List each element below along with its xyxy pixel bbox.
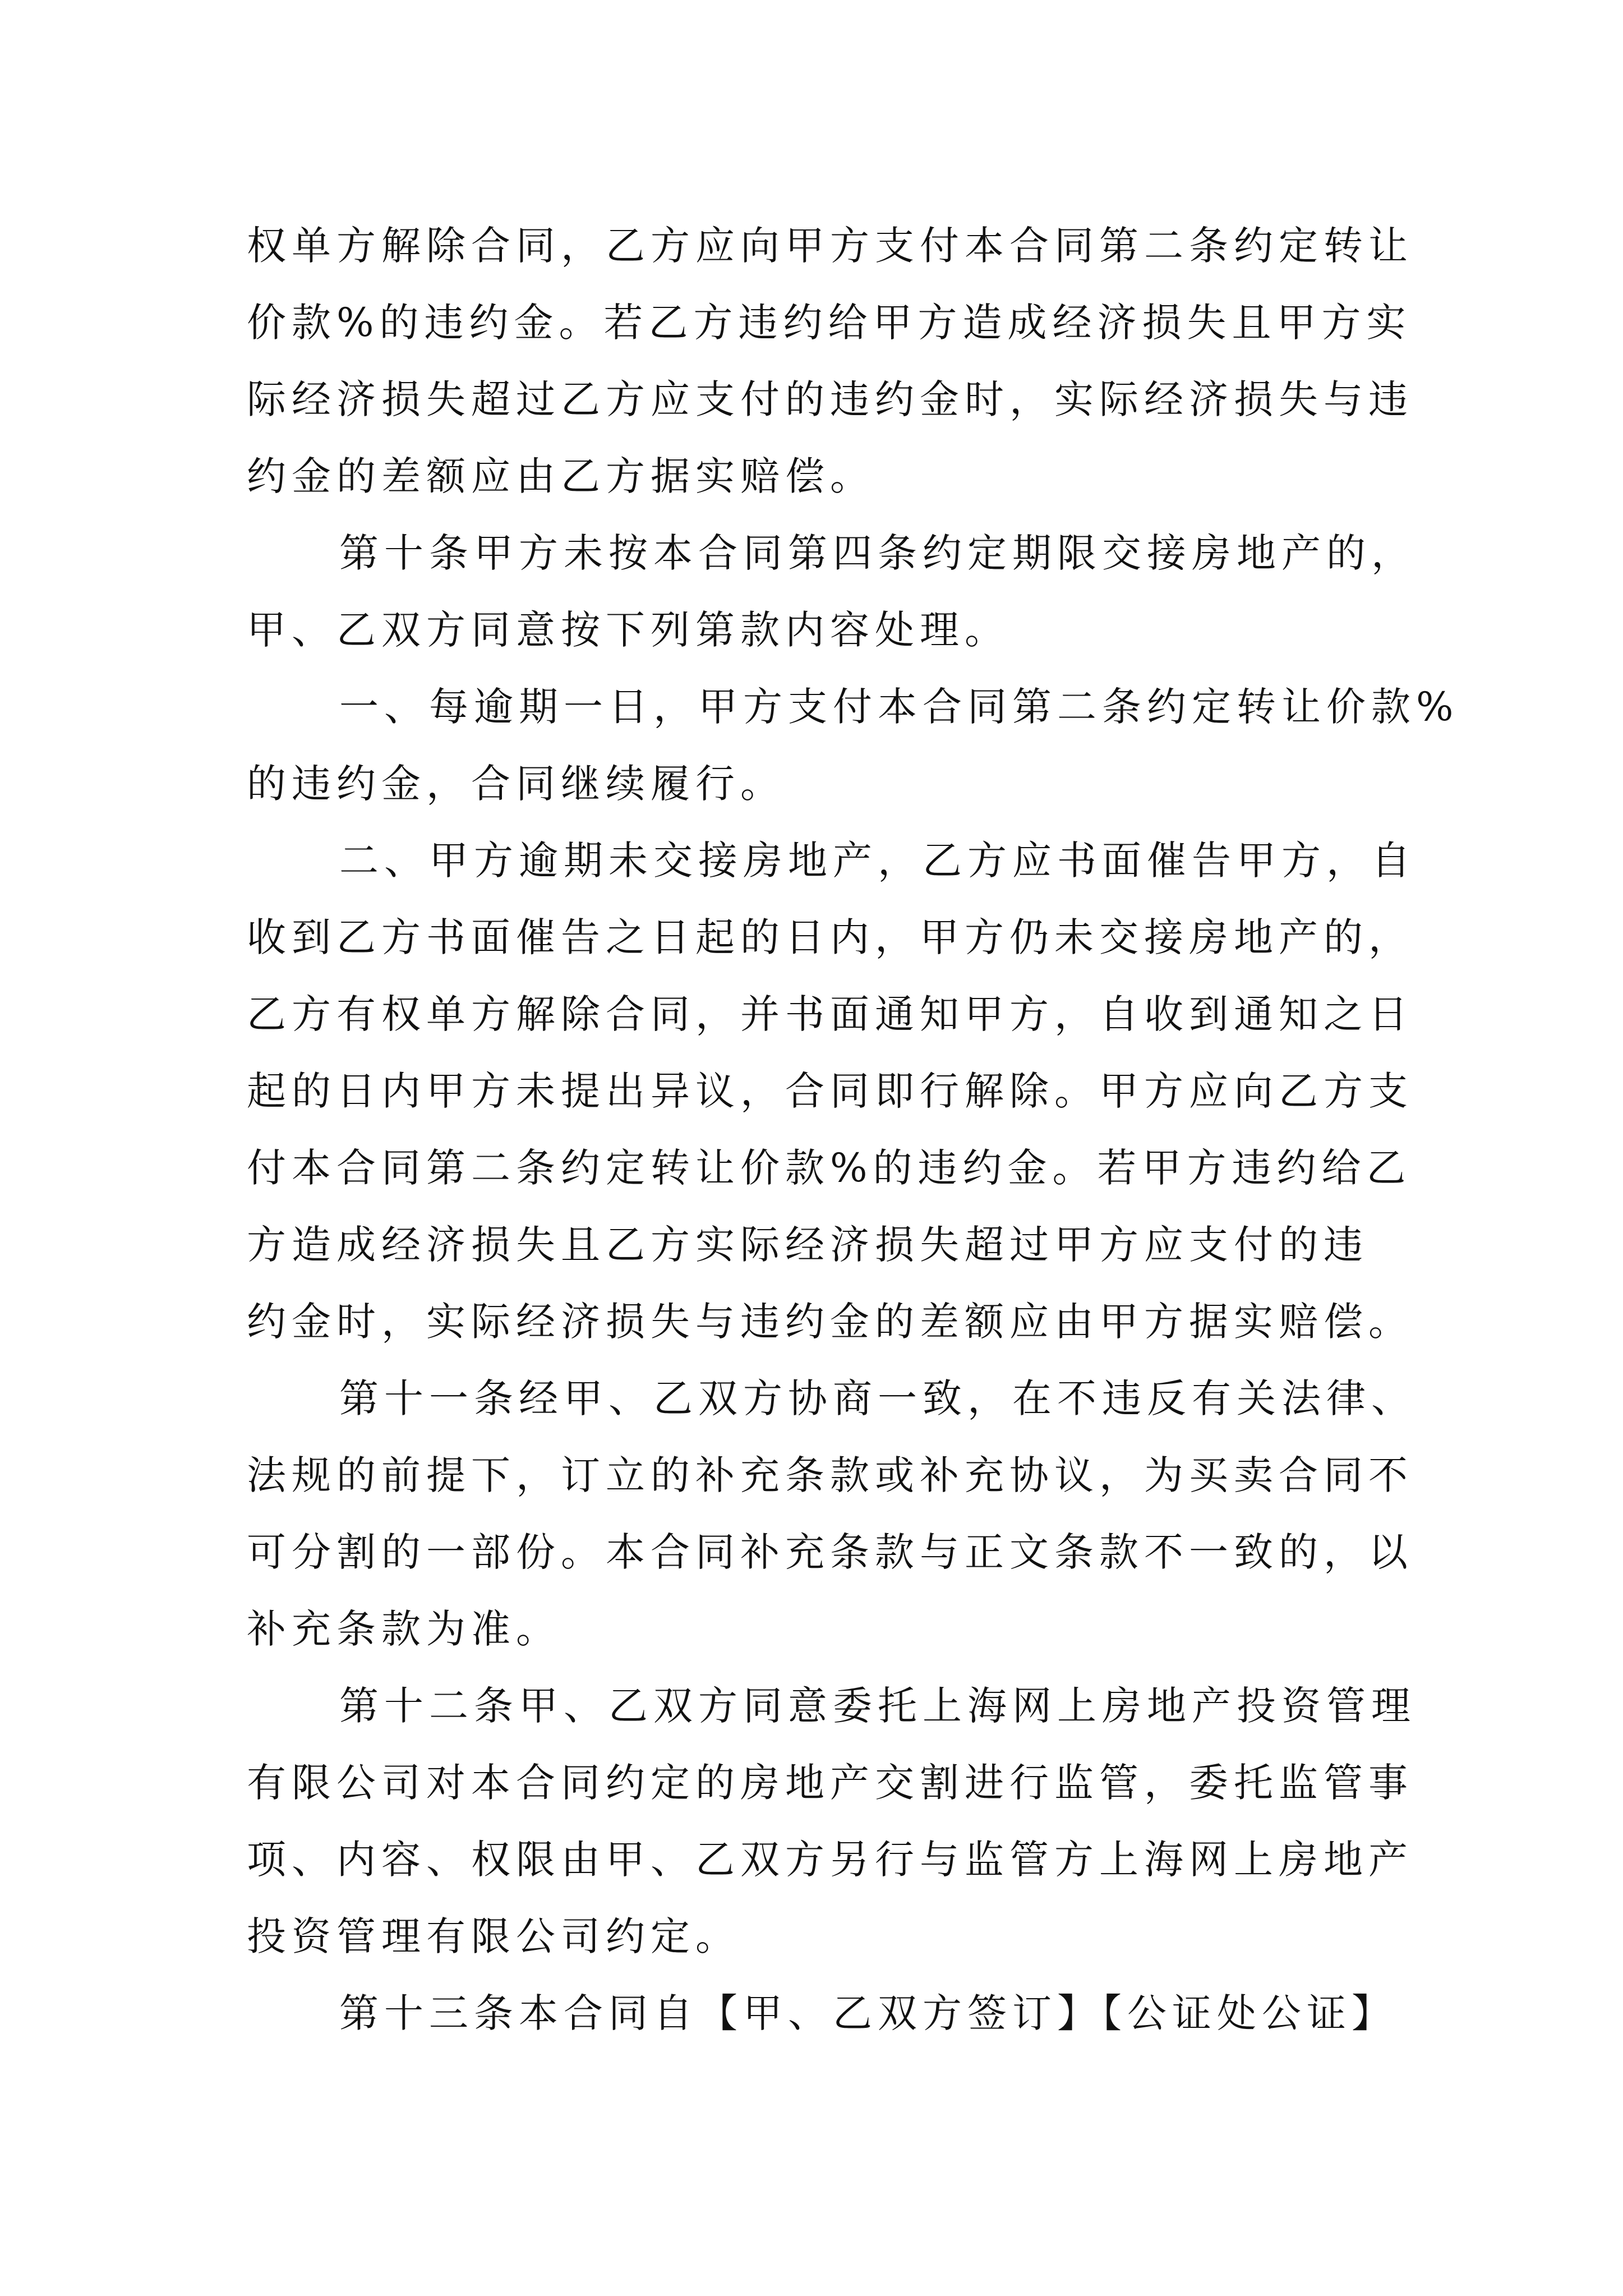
text-line: 起的日内甲方未提出异议，合同即行解除。甲方应向乙方支 [247,1068,1413,1114]
text-line: 法规的前提下，订立的补充条款或补充协议，为买卖合同不 [247,1452,1413,1498]
text-line: 有限公司对本合同约定的房地产交割进行监管，委托监管事 [247,1760,1413,1806]
paragraph-article-13 [247,1975,1396,2052]
text-line: 一、每逾期一日，甲方支付本合同第二条约定转让价款% [339,684,1459,730]
text-line: 第十条甲方未按本合同第四条约定期限交接房地产的， [339,530,1416,576]
text-line: 第十一条经甲、乙双方协商一致，在不违反有关法律、 [339,1375,1416,1421]
text-line: 投资管理有限公司约定。 [247,1913,740,1959]
text-line: 约金时，实际经济损失与违约金的差额应由甲方据实赔偿。 [247,1299,1413,1345]
paragraph-article-10-item-1 [247,669,1459,822]
text-line: 二、甲方逾期未交接房地产，乙方应书面催告甲方，自 [339,838,1416,884]
paragraph-article-11 [247,1360,1416,1668]
text-line: 付本合同第二条约定转让价款%的违约金。若甲方违约给乙 [247,1145,1412,1191]
text-line: 第十三条本合同自【甲、乙双方签订】【公证处公证】 [339,1990,1396,2036]
text-line: 补充条款为准。 [247,1606,561,1652]
text-line: 的违约金，合同继续履行。 [247,761,785,807]
text-line: 际经济损失超过乙方应支付的违约金时，实际经济损失与违 [247,376,1413,422]
text-line: 乙方有权单方解除合同，并书面通知甲方，自收到通知之日 [247,991,1413,1037]
text-line: 方造成经济损失且乙方实际经济损失超过甲方应支付的违 [247,1222,1368,1268]
paragraph-article-10 [247,515,1416,669]
paragraph-article-12 [247,1668,1416,1975]
text-line: 权单方解除合同，乙方应向甲方支付本合同第二条约定转让 [247,223,1413,269]
text-line: 第十二条甲、乙双方同意委托上海网上房地产投资管理 [339,1683,1416,1729]
text-line: 甲、乙双方同意按下列第款内容处理。 [247,607,1009,653]
paragraph-article-10-item-2 [247,822,1416,1360]
text-line: 价款%的违约金。若乙方违约给甲方造成经济损失且甲方实 [247,300,1412,346]
paragraph-breach-by-party-b [247,208,1413,515]
text-line: 收到乙方书面催告之日起的日内，甲方仍未交接房地产的， [247,914,1413,960]
document-body [247,208,1459,2052]
text-line: 项、内容、权限由甲、乙双方另行与监管方上海网上房地产 [247,1837,1413,1883]
text-line: 可分割的一部份。本合同补充条款与正文条款不一致的，以 [247,1529,1413,1575]
text-line: 约金的差额应由乙方据实赔偿。 [247,453,875,499]
